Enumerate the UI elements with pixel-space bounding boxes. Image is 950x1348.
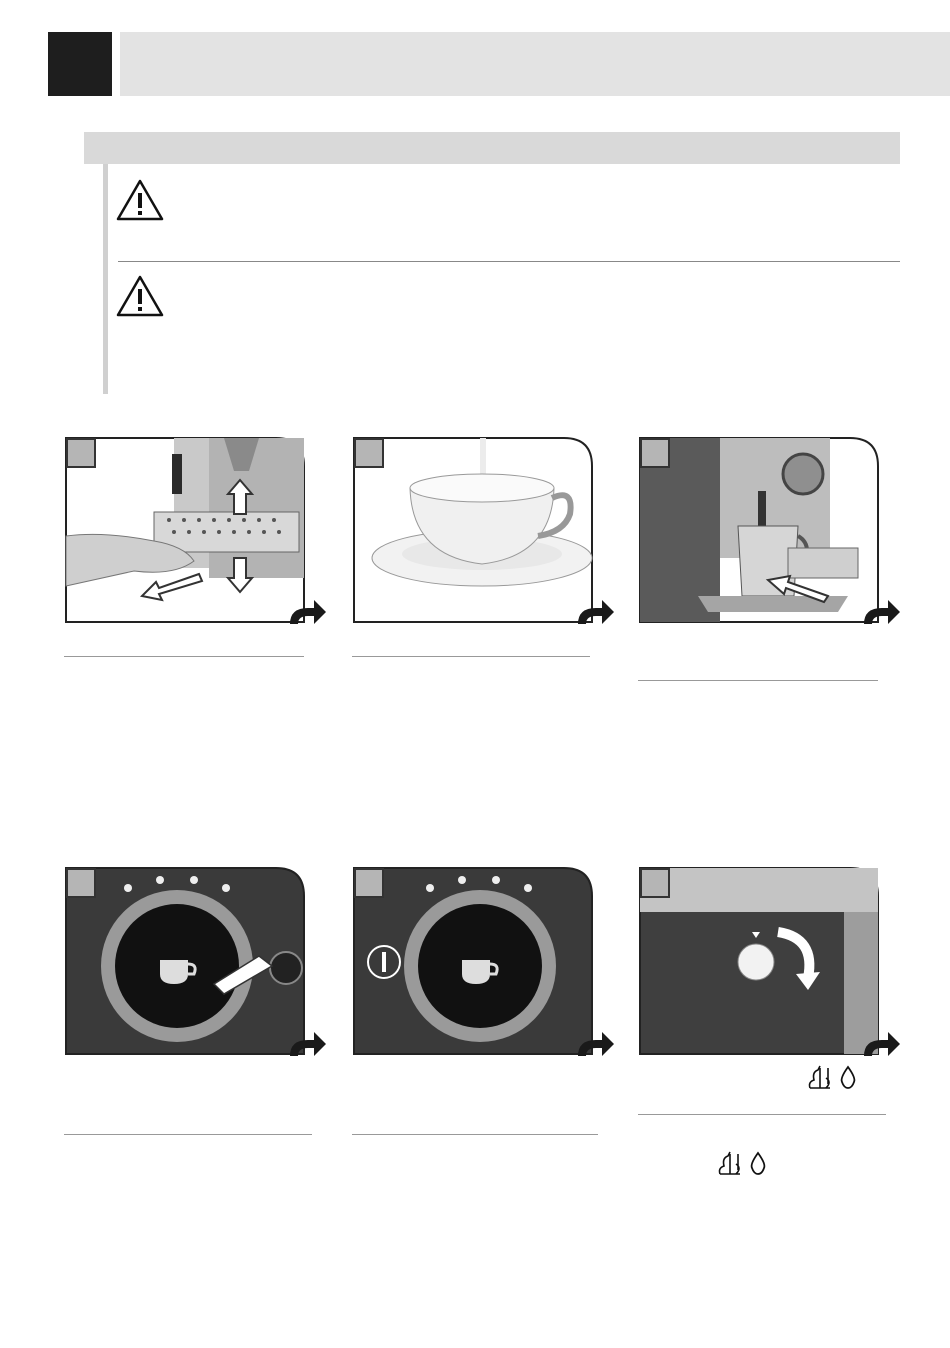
step-6-caption-rule [638,1114,886,1115]
warning-block-2 [116,274,164,323]
steam-water-icon [806,1064,858,1090]
warning-triangle-icon [116,274,164,318]
next-arrow-icon [576,1030,616,1058]
warning-side-rule [103,164,108,394]
step-5-image [352,866,594,1056]
step-2-image [352,436,594,624]
step-6-badge [640,868,670,898]
next-arrow-icon [288,1030,328,1058]
step-3-caption-rule [638,680,878,681]
next-arrow-icon [288,598,328,626]
step-2-badge [354,438,384,468]
step-6-image [638,866,880,1056]
warning-divider [118,261,900,262]
step-1-image [64,436,306,624]
step-3-image [638,436,880,624]
step-6-panel [638,866,880,1056]
step-4-caption-rule [64,1134,312,1135]
step-5-caption-rule [352,1134,598,1135]
step-3-badge [640,438,670,468]
section-title-bar [84,132,900,164]
step-3-panel [638,436,880,624]
step-1-badge [66,438,96,468]
chapter-number-box [48,32,112,96]
step-2-panel [352,436,594,624]
steam-water-icon [716,1150,768,1176]
step-5-panel [352,866,594,1056]
next-arrow-icon [862,598,902,626]
step-4-image [64,866,306,1056]
header-bar [120,32,950,96]
step-1-caption-rule [64,656,304,657]
next-arrow-icon [862,1030,902,1058]
step-5-badge [354,868,384,898]
next-arrow-icon [576,598,616,626]
step-4-panel [64,866,306,1056]
step-4-badge [66,868,96,898]
step-2-caption-rule [352,656,590,657]
warning-block-1 [116,178,164,227]
warning-triangle-icon [116,178,164,222]
step-1-panel [64,436,306,624]
